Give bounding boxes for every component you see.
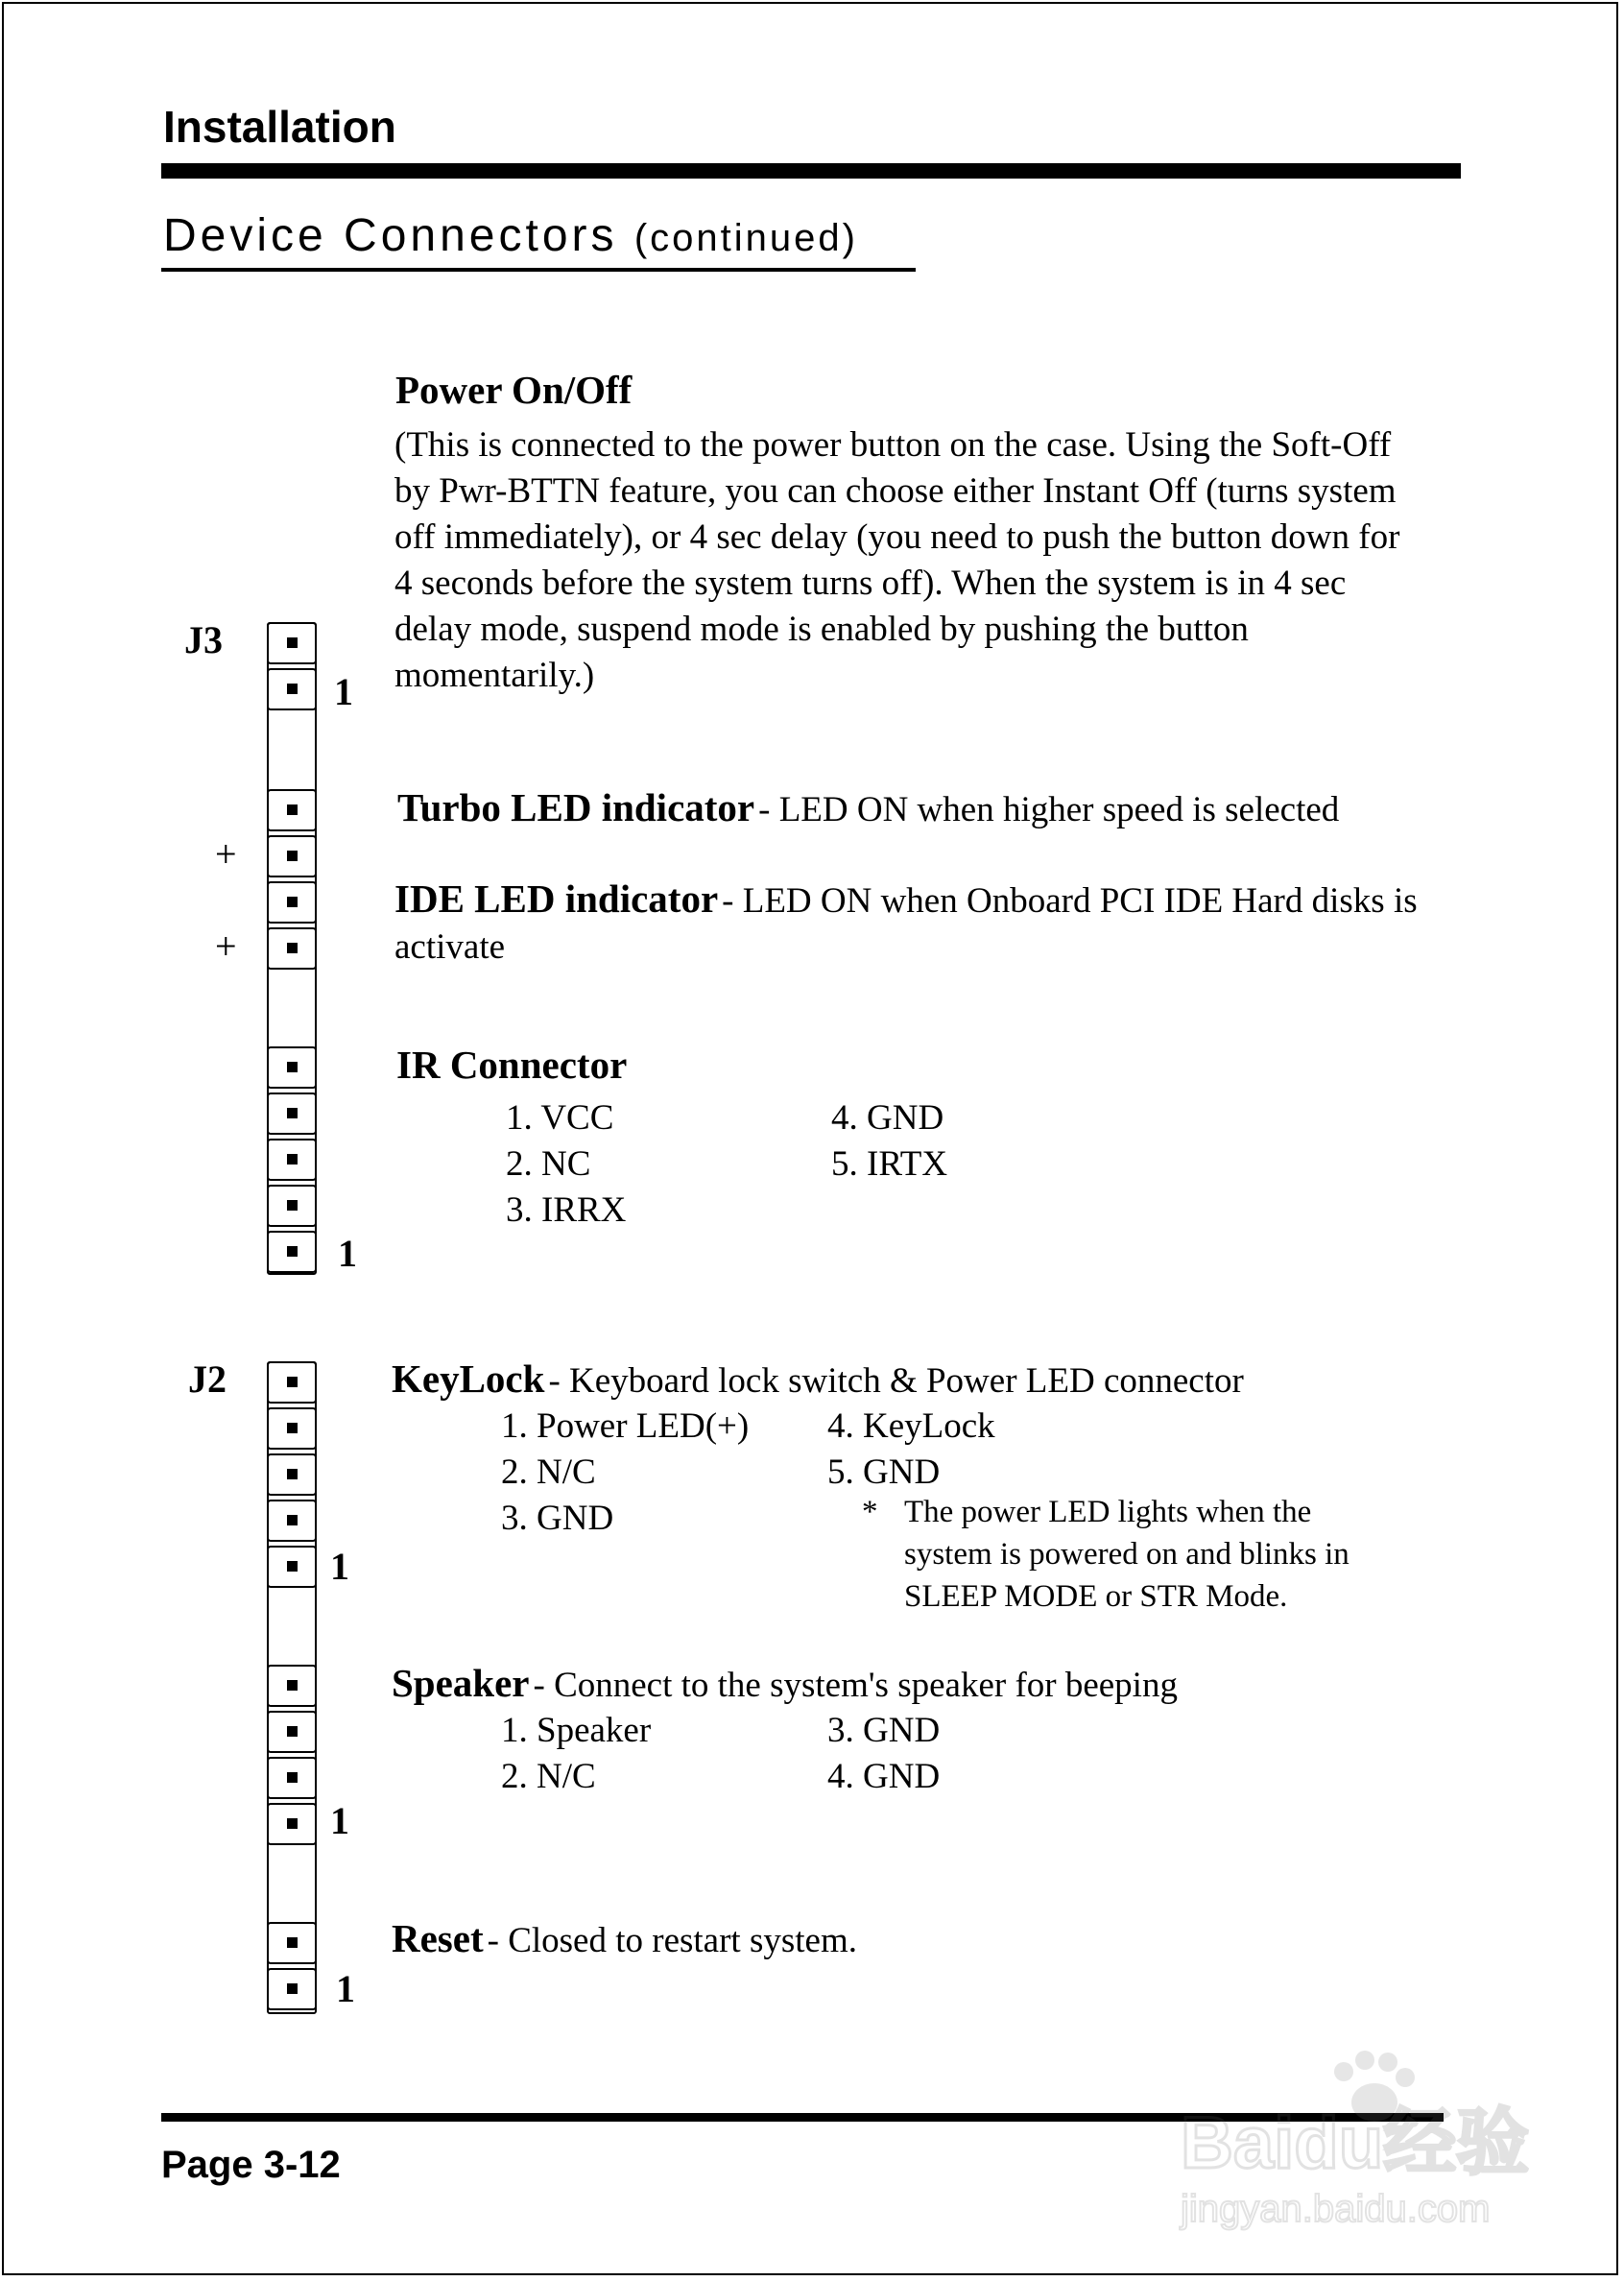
power-desc-line: 4 seconds before the system turns off). When the system is in 4 sec [394, 564, 1347, 603]
j3-pin [267, 835, 317, 877]
power-desc-line: momentarily.) [394, 656, 595, 695]
power-onoff-heading: Power On/Off [395, 368, 633, 412]
ir-pin-item: 4. GND [831, 1098, 944, 1138]
j3-pin [267, 881, 317, 924]
j2-pin [267, 1546, 317, 1588]
j2-pin [267, 1757, 317, 1799]
j2-pin [267, 1407, 317, 1450]
turbo-led-entry [397, 784, 1339, 830]
speaker-heading: Speaker [392, 1661, 530, 1705]
j2-pin [267, 1361, 317, 1404]
watermark-brand: Baidu经验 [1181, 2102, 1530, 2184]
keylock-pin-item: 5. GND [827, 1453, 941, 1492]
turbo-plus-sign: + [215, 832, 237, 876]
power-onoff-description [394, 422, 1399, 699]
j2-pin [267, 1711, 317, 1753]
ide-led-heading: IDE LED indicator [394, 876, 719, 921]
j3-pin [267, 1139, 317, 1181]
speaker-entry [392, 1660, 1178, 1706]
ir-pin-item: 1. VCC [506, 1098, 614, 1138]
title-main: Device Connectors [163, 210, 618, 261]
keylock-pin-item: 2. N/C [501, 1453, 596, 1492]
j2-pin [267, 1453, 317, 1496]
page-title [163, 209, 858, 262]
j3-pin [267, 789, 317, 831]
j2-reset-pin1: 1 [336, 1967, 355, 2010]
j3-pin [267, 927, 317, 970]
j2-pin [267, 1922, 317, 1964]
keylock-note-line: system is powered on and blinks in [904, 1537, 1349, 1572]
j2-label: J2 [188, 1357, 227, 1401]
j3-pin [267, 1185, 317, 1227]
ide-led-desc: - LED ON when Onboard PCI IDE Hard disks is [722, 881, 1418, 921]
keylock-heading: KeyLock [392, 1357, 545, 1401]
baidu-watermark-logo [1161, 2033, 1564, 2235]
j3-pin [267, 622, 317, 664]
speaker-pin-item: 3. GND [827, 1711, 941, 1750]
j2-pin [267, 1665, 317, 1707]
keylock-pin-item: 1. Power LED(+) [501, 1406, 750, 1446]
power-desc-line: by Pwr-BTTN feature, you can choose either Instant Off (turns system [394, 471, 1397, 511]
header-rule [161, 163, 1461, 179]
reset-desc: - Closed to restart system. [487, 1921, 857, 1960]
title-suffix: (continued) [633, 217, 858, 259]
power-desc-line: delay mode, suspend mode is enabled by pushing the button [394, 610, 1249, 649]
turbo-led-desc: - LED ON when higher speed is selected [758, 790, 1340, 829]
section-header: Installation [163, 102, 396, 152]
keylock-note-mark: * [862, 1495, 878, 1529]
speaker-desc: - Connect to the system's speaker for beeping [533, 1666, 1178, 1705]
keylock-entry [392, 1356, 1244, 1402]
reset-entry [392, 1915, 857, 1961]
j2-pin [267, 1500, 317, 1542]
keylock-desc: - Keyboard lock switch & Power LED connector [548, 1361, 1244, 1401]
speaker-pin-item: 2. N/C [501, 1757, 596, 1796]
ide-led-entry [394, 876, 1418, 922]
j3-ir-pin1: 1 [338, 1232, 357, 1275]
ir-pin-item: 3. IRRX [506, 1190, 627, 1230]
speaker-pin-item: 4. GND [827, 1757, 941, 1796]
keylock-note [904, 1491, 1349, 1618]
keylock-pin-item: 4. KeyLock [827, 1406, 995, 1446]
power-desc-line: (This is connected to the power button on the case. Using the Soft-Off [394, 425, 1392, 465]
j2-pin [267, 1968, 317, 2010]
power-desc-line: off immediately), or 4 sec delay (you need to push the button down for [394, 517, 1400, 557]
ir-pin-item: 2. NC [506, 1144, 591, 1184]
j2-pin [267, 1803, 317, 1845]
j3-label: J3 [184, 618, 223, 661]
title-rule [161, 268, 916, 272]
j3-pin [267, 1231, 317, 1273]
j3-power-pin1: 1 [334, 670, 353, 713]
keylock-note-line: SLEEP MODE or STR Mode. [904, 1579, 1288, 1614]
speaker-pin-item: 1. Speaker [501, 1711, 652, 1750]
watermark-url: jingyan.baidu.com [1181, 2188, 1491, 2230]
ide-led-desc-cont: activate [394, 927, 506, 967]
ir-pin-item: 5. IRTX [831, 1144, 948, 1184]
turbo-led-heading: Turbo LED indicator [397, 785, 755, 829]
keylock-pin-item: 3. GND [501, 1499, 614, 1538]
keylock-note-line: The power LED lights when the [904, 1495, 1312, 1529]
j3-pin [267, 1046, 317, 1089]
j2-speaker-pin1: 1 [330, 1799, 349, 1842]
ir-connector-heading: IR Connector [396, 1043, 628, 1087]
ide-plus-sign: + [215, 924, 237, 968]
reset-heading: Reset [392, 1916, 484, 1960]
page-number: Page 3-12 [161, 2144, 341, 2186]
j3-pin [267, 668, 317, 710]
j3-pin [267, 1092, 317, 1135]
j2-keylock-pin1: 1 [330, 1545, 349, 1588]
